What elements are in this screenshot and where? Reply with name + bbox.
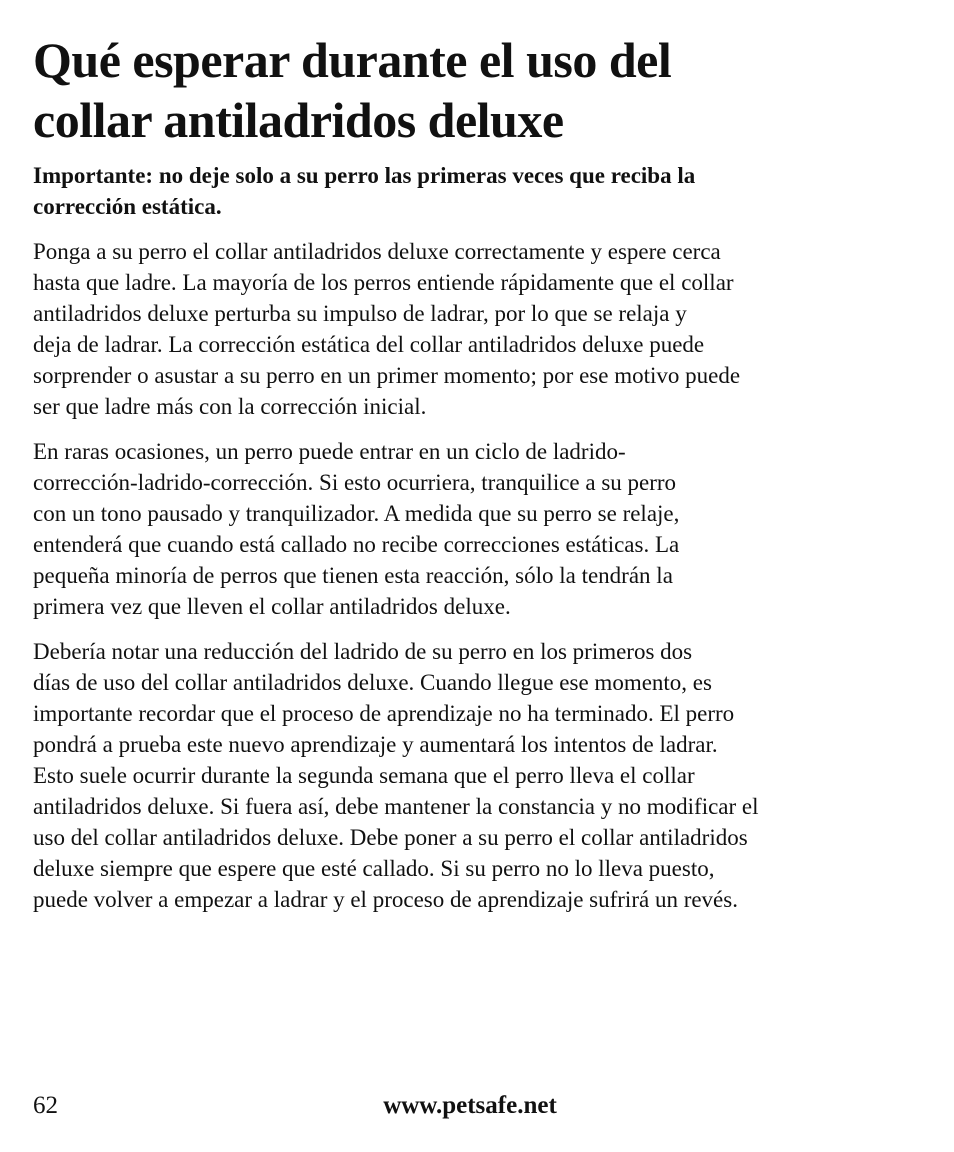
text-line: Ponga a su perro el collar antiladridos deluxe correctamente y espere cerca (33, 239, 721, 264)
page-content (33, 30, 925, 929)
website-link[interactable]: www.petsafe.net (383, 1092, 557, 1119)
text-line: uso del collar antiladridos deluxe. Debe poner a su perro el collar antiladridos (33, 825, 748, 850)
paragraph-usage (33, 236, 925, 422)
title-line: collar antiladridos deluxe (33, 92, 564, 148)
title-line: Qué esperar durante el uso del (33, 32, 672, 88)
text-line: primera vez que lleven el collar antiladridos deluxe. (33, 594, 511, 619)
text-line: Debería notar una reducción del ladrido de su perro en los primeros dos (33, 639, 693, 664)
text-line: deluxe siempre que espere que esté callado. Si su perro no lo lleva puesto, (33, 856, 715, 881)
page-title (33, 30, 925, 150)
text-line: Esto suele ocurrir durante la segunda semana que el perro lleva el collar (33, 763, 695, 788)
important-line: corrección estática. (33, 194, 222, 219)
text-line: En raras ocasiones, un perro puede entrar en un ciclo de ladrido- (33, 439, 626, 464)
important-notice (33, 160, 925, 222)
text-line: antiladridos deluxe. Si fuera así, debe mantener la constancia y no modificar el (33, 794, 759, 819)
text-line: deja de ladrar. La corrección estática del collar antiladridos deluxe puede (33, 332, 705, 357)
important-line: Importante: no deje solo a su perro las primeras veces que reciba la (33, 163, 696, 188)
text-line: puede volver a empezar a ladrar y el proceso de aprendizaje sufrirá un revés. (33, 887, 738, 912)
text-line: días de uso del collar antiladridos deluxe. Cuando llegue ese momento, es (33, 670, 712, 695)
paragraph-bark-cycle (33, 436, 925, 622)
text-line: importante recordar que el proceso de aprendizaje no ha terminado. El perro (33, 701, 735, 726)
text-line: ser que ladre más con la corrección inicial. (33, 394, 427, 419)
text-line: sorprender o asustar a su perro en un primer momento; por ese motivo puede (33, 363, 741, 388)
text-line: con un tono pausado y tranquilizador. A medida que su perro se relaje, (33, 501, 680, 526)
text-line: hasta que ladre. La mayoría de los perros entiende rápidamente que el collar (33, 270, 734, 295)
page-number: 62 (33, 1092, 58, 1119)
text-line: entenderá que cuando está callado no recibe correcciones estáticas. La (33, 532, 680, 557)
text-line: antiladridos deluxe perturba su impulso de ladrar, por lo que se relaja y (33, 301, 687, 326)
text-line: pequeña minoría de perros que tienen esta reacción, sólo la tendrán la (33, 563, 673, 588)
text-line: corrección-ladrido-corrección. Si esto ocurriera, tranquilice a su perro (33, 470, 677, 495)
paragraph-learning (33, 636, 925, 915)
text-line: pondrá a prueba este nuevo aprendizaje y aumentará los intentos de ladrar. (33, 732, 718, 757)
